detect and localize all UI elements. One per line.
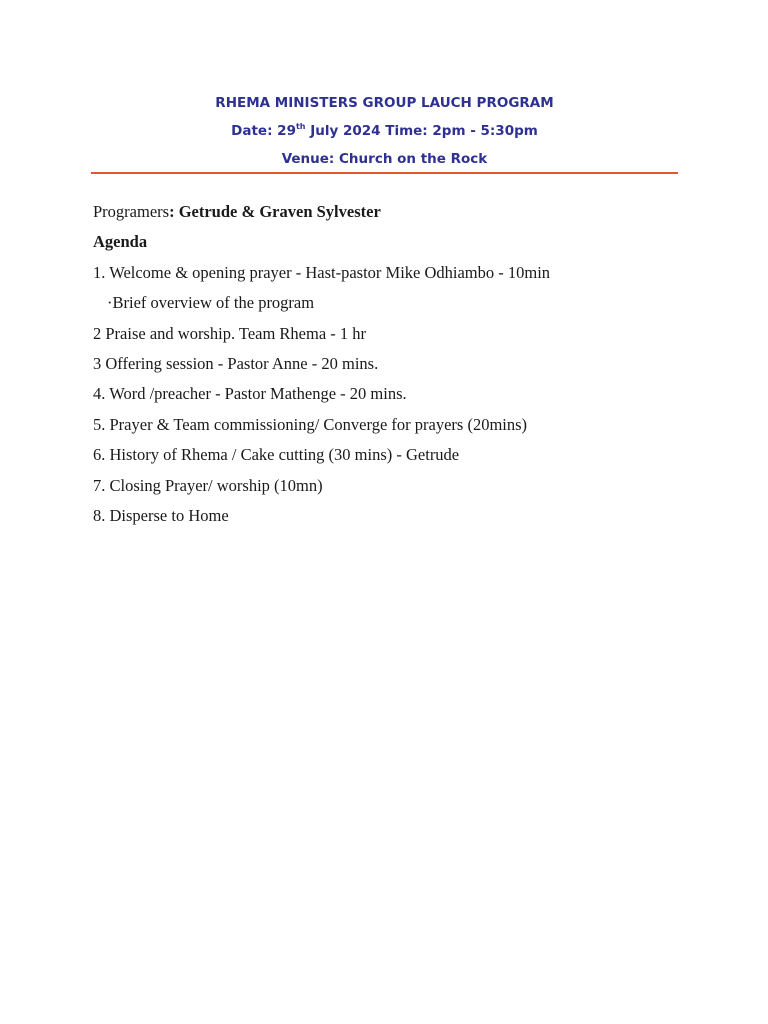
programmers-label: Programers bbox=[93, 202, 170, 221]
program-body bbox=[93, 198, 693, 532]
header-divider bbox=[91, 172, 678, 174]
agenda-item: 2 Praise and worship. Team Rhema - 1 hr bbox=[93, 323, 367, 343]
program-date-time bbox=[92, 120, 677, 148]
agenda-item: 1. Welcome & opening prayer - Hast-pastor Mike Odhiambo - 10min bbox=[93, 262, 551, 282]
programmers-line bbox=[93, 198, 693, 228]
date-ordinal: th bbox=[295, 122, 306, 131]
agenda-item: 6. History of Rhema / Cake cutting (30 mins) - Getrude bbox=[93, 445, 460, 465]
program-venue: Venue: Church on the Rock bbox=[281, 151, 488, 167]
agenda-subitem: ·Brief overview of the program bbox=[107, 293, 315, 313]
agenda-item: 4. Word /preacher - Pastor Mathenge - 20 mins. bbox=[93, 384, 407, 404]
agenda-item: 3 Offering session - Pastor Anne - 20 mins. bbox=[93, 353, 379, 373]
date-suffix: July 2024 Time: 2pm - 5:30pm bbox=[305, 123, 538, 139]
program-title: RHEMA MINISTERS GROUP LAUCH PROGRAM bbox=[215, 95, 554, 111]
agenda-item: 5. Prayer & Team commissioning/ Converge for prayers (20mins) bbox=[93, 414, 528, 434]
program-header bbox=[92, 92, 677, 176]
date-prefix: Date: 29 bbox=[231, 123, 296, 139]
agenda-item: 7. Closing Prayer/ worship (10mn) bbox=[93, 475, 323, 495]
programmers-names: : Getrude & Graven Sylvester bbox=[169, 202, 381, 221]
agenda-heading: Agenda bbox=[93, 232, 148, 252]
agenda-item: 8. Disperse to Home bbox=[93, 505, 229, 525]
